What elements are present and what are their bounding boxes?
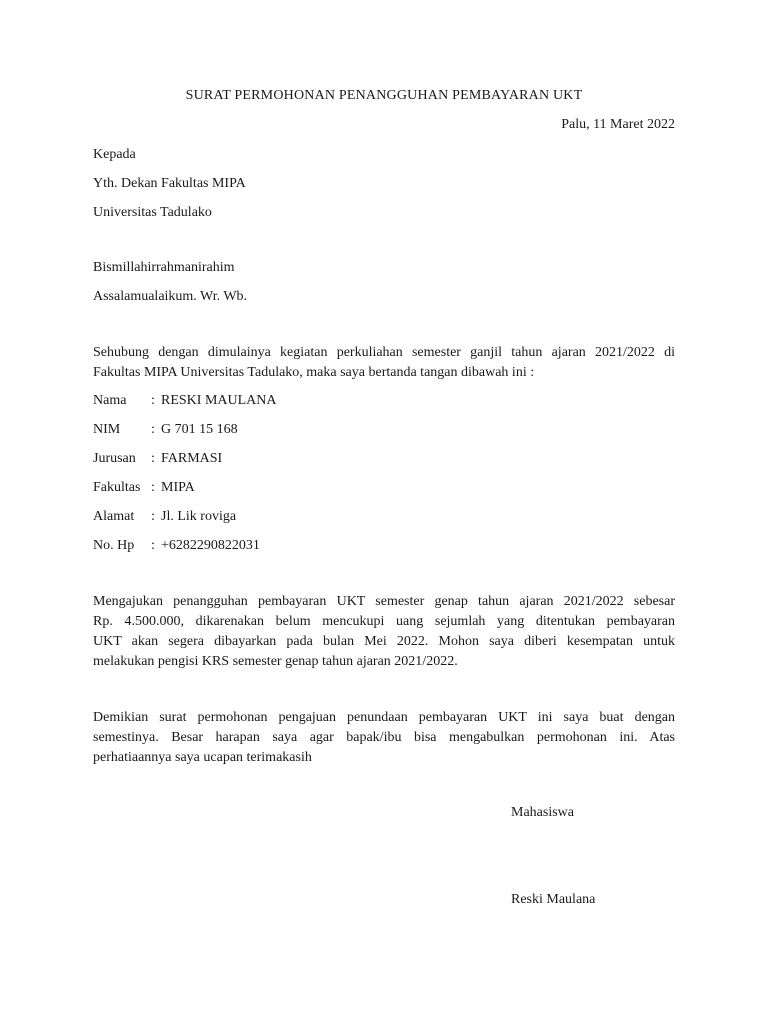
recipient-to: Kepada <box>93 147 136 162</box>
field-value: Jl. Lik roviga <box>161 509 237 524</box>
closing-line: semestinya. Besar harapan saya agar bapak/ibu bisa mengabulkan permohonan ini. Atas <box>93 730 675 745</box>
intro-line: Fakultas MIPA Universitas Tadulako, maka saya bertanda tangan dibawah ini : <box>93 365 535 380</box>
field-separator: : <box>151 480 155 495</box>
field-label: No. Hp <box>93 538 135 553</box>
field-separator: : <box>151 393 155 408</box>
field-separator: : <box>151 538 155 553</box>
field-label: Alamat <box>93 509 135 524</box>
field-label: Fakultas <box>93 480 141 495</box>
recipient-line1: Yth. Dekan Fakultas MIPA <box>93 176 246 191</box>
field-row-fakultas <box>93 480 195 496</box>
field-value: G 701 15 168 <box>161 422 238 437</box>
request-line: melakukan pengisi KRS semester genap tahun ajaran 2021/2022. <box>93 654 458 669</box>
field-row-alamat <box>93 509 236 525</box>
field-row-jurusan <box>93 451 222 467</box>
field-row-no-hp <box>93 538 260 554</box>
closing-paragraph <box>93 708 675 768</box>
request-line: Rp. 4.500.000, dikarenakan belum mencukupi uang sejumlah yang ditentukan pembayaran <box>93 614 675 629</box>
signature-name: Reski Maulana <box>511 892 596 907</box>
greeting-line2: Assalamualaikum. Wr. Wb. <box>93 289 248 304</box>
field-label: Jurusan <box>93 451 136 466</box>
field-value: +6282290822031 <box>161 538 260 553</box>
request-line: Mengajukan penangguhan pembayaran UKT semester genap tahun ajaran 2021/2022 sebesar <box>93 594 675 609</box>
field-label: NIM <box>93 422 121 437</box>
field-value: FARMASI <box>161 451 223 466</box>
field-separator: : <box>151 422 155 437</box>
field-value: RESKI MAULANA <box>161 393 277 408</box>
recipient-line2: Universitas Tadulako <box>93 205 212 220</box>
letter-title: SURAT PERMOHONAN PENANGGUHAN PEMBAYARAN UKT <box>185 88 583 103</box>
request-paragraph <box>93 592 675 672</box>
field-value: MIPA <box>161 480 195 495</box>
greeting-line1: Bismillahirrahmanirahim <box>93 260 235 275</box>
field-row-nim <box>93 422 238 438</box>
intro-paragraph <box>93 343 675 383</box>
field-label: Nama <box>93 393 127 408</box>
field-row-nama <box>93 393 277 409</box>
field-separator: : <box>151 451 155 466</box>
intro-line: Sehubung dengan dimulainya kegiatan perkuliahan semester ganjil tahun ajaran 2021/2022 di <box>93 345 675 360</box>
signature-role: Mahasiswa <box>511 805 574 820</box>
request-line: UKT akan segera dibayarkan pada bulan Mei 2022. Mohon saya diberi kesempatan untuk <box>93 634 675 649</box>
closing-line: perhatiaannya saya ucapan terimakasih <box>93 750 312 765</box>
closing-line: Demikian surat permohonan pengajuan penundaan pembayaran UKT ini saya buat dengan <box>93 710 675 725</box>
place-date: Palu, 11 Maret 2022 <box>561 117 675 132</box>
field-separator: : <box>151 509 155 524</box>
